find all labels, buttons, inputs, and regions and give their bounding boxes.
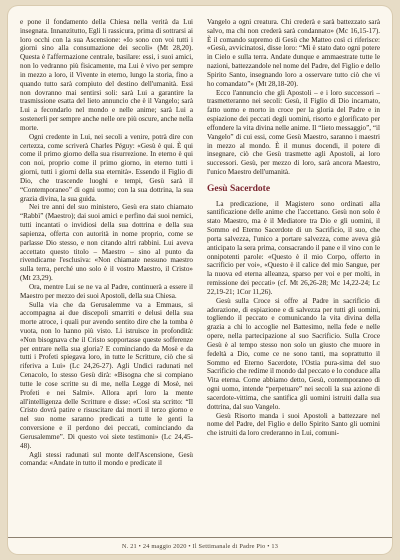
paragraph: Sulla via che da Gerusalemme va a Emmaus, si accompagna ai due discepoli smarriti e delusi della sua morte atroce, i quali pur avendo sentito dire che la tomba è vuota, non lo hanno più visto. Li istruisce in profondità: «Non bisognava che il Cristo sopportasse queste sofferenze per entrare nella sua gloria? E cominciando da Mosè e da tutti i Profeti spiegava loro, in tutte le Scritture, ciò che si riferiva a Lui» (Lc 24,26-27). Agli Undici radunati nel Cenacolo, lo stesso Gesù dirà: «Bisogna che si compiano tutte le cose scritte su di me, nella Legge di Mosè, nei Profeti e nei Salmi». Allora aprì loro la mente all'intelligenza delle Scritture e disse: «Così sta scritto: “Il Cristo dovrà patire e risuscitare dai morti il terzo giorno e nel suo nome saranno predicati a tutte le genti la conversione e il perdono dei peccati, cominciando da Gerusalemme”. Di questo voi siete testimoni» (Lc 24,45-48).	[20, 300, 193, 450]
paragraph: Agli stessi radunati sul monte dell'Ascensione, Gesù comanda: «Andate in tutto il mondo e predicate il	[20, 450, 193, 468]
section-heading: Gesù Sacerdote	[207, 183, 271, 194]
paragraph: La predicazione, il Magistero sono ordinati alla santificazione delle anime che l'accettano. Gesù non solo è stato Maestro, ma è il Mediatore tra Dio e gli uomini, il Sommo ed Eterno Sacerdote di un Sacrificio, il suo, che porta salvezza, l'unico a portare salvezza, come aveva già anticipato la sera prima, consacrando il pane e il vino con le onnipotenti parole: «Questo è il mio Corpo, offerto in sacrificio per voi», «Questo è il calice del mio Sangue, per la nuova ed eterna alleanza, sparso per voi e per molti, in remissione dei peccati» (cf. Mt 26,26-28; Mc 14,22-24; Lc 22,19-21; 1Cor 11,26).	[207, 199, 380, 296]
paragraph: Nei tre anni del suo ministero, Gesù era stato chiamato “Rabbì” (Maestro); dai suoi amici e perfino dai suoi nemici, tutti incantati o invidiosi della sua dottrina e della sua sapienza, offerta con autorità in nome proprio, come se parlasse Dio stesso, e non citando altri rabbini. Lui aveva accettato questo titolo – Maestro – sino al punto da rivendicarne l'esclusiva: «Non chiamate nessuno maestro sulla terra, perché uno solo è il vostro Maestro, il Cristo» (Mt 23,29).	[20, 203, 193, 283]
page-footer	[8, 537, 392, 554]
paragraph: Gesù sulla Croce si offre al Padre in sacrificio di adorazione, di espiazione e di salvezza per tutti gli uomini, togliendo il peccato e comunicando la vita divina della grazia a chi lo accoglie nel Battesimo, nella fede e nelle opere, nella partecipazione al suo Sacrificio. Sulla Croce Gesù è al tempo stesso non solo un giusto che muore in fedeltà a Dio, come ce ne sono tanti, ma soprattutto il Sommo ed Eterno Sacerdote, l'Ostia pura-sima del suo Sacrificio che redime il mondo dal peccato e lo conduce alla Vita eterna. Come abbiamo detto, Gesù, contemporaneo di ogni uomo, intende “perpetuare” nei secoli la sua azione di sacerdote-vittima, che santifica gli uomini istruiti dalla sua dottrina, dal suo Vangelo.	[207, 296, 380, 411]
magazine-page	[8, 6, 392, 554]
paragraph: Gesù Risorto manda i suoi Apostoli a battezzare nel nome del Padre, del Figlio e dello Spirito Santo gli uomini che istruiti da loro crederanno in Lui, comuni-	[207, 411, 380, 438]
right-column	[207, 18, 380, 438]
paragraph: Vangelo a ogni creatura. Chi crederà e sarà battezzato sarà salvo, ma chi non crederà sarà condannato» (Mc 16,15-17). È il comando supremo di Gesù che Matteo così ci riferisce: «Gesù, avvicinatosi, disse loro: “Mi è stato dato ogni potere in Cielo e sulla terra. Andate dunque e ammaestrate tutte le nazioni, battezzandole nel nome del Padre, del Figlio e dello Spirito Santo, insegnando loro a osservare tutto ciò che vi ho comandato”» (Mt 28,18-20).	[207, 18, 380, 88]
left-column	[20, 18, 193, 468]
paragraph: Ogni credente in Lui, nei secoli a venire, potrà dire con certezza, come scriverà Charles Péguy: «Gesù è qui. È qui come il primo giorno della sua risurrezione. In eterno è qui con noi, proprio come il primo giorno, in eterno tutti i giorni, tutti i giorni della sua eternità». Essendo il Figlio di Dio, che trascende luoghi e tempi, Gesù sarà il “Contemporaneo” di ogni uomo; con la sua dottrina, la sua grazia divina, la sua guida.	[20, 132, 193, 203]
paragraph: Ora, mentre Lui se ne va al Padre, continuerà a essere il Maestro per mezzo dei suoi Apostoli, della sua Chiesa.	[20, 282, 193, 300]
paragraph: Ecco l'annuncio che gli Apostoli – e i loro successori – trasmetteranno nei secoli: Gesù, il Figlio di Dio incarnato, fatto uomo e morto in croce per la gloria del Padre e in espiazione dei peccati degli uomini, risorto e glorificato per effondere la vita divina nelle anime. Il “lieto messaggio”, “il Vangelo” di cui essi, come Gesù Maestro, saranno i maestri in mezzo al mondo. È il munus docendi, il potere di insegnare, ciò che Gesù trasmette agli Apostoli, ai loro successori. Gesù, per mezzo di loro, sarà ancora Maestro, l'unico Maestro dell'umanità.	[207, 88, 380, 177]
footer-text: N. 21 • 24 maggio 2020 • Il Settimanale di Padre Pio • 13	[121, 542, 279, 550]
paragraph: e pone il fondamento della Chiesa nella verità da Lui insegnata. Innanzitutto, Egli li rassicura, prima di sottrarsi ai loro occhi con la sua Ascensione: «Io sono con voi tutti i giorni sino alla consumazione dei secoli» (Mt 28,20). Questa è l'affermazione centrale, basilare: essi, i suoi amici, non lo vedranno più fisicamente, ma Lui è vivo per sempre in mezzo a loro, il Vivente in eterno, lungo la storia, fino a quando tutto sarà compiuto del destino dell'umanità. Essi non dovranno mai sentirsi soli: sarà Lui a garantire la trasmissione esatta del lieto annuncio che è il Vangelo; sarà Lui a fecondarlo nel mondo e nelle anime; sarà Lui a sostenerli per sempre anche nelle ore più oscure, anche nella morte.	[20, 18, 193, 132]
